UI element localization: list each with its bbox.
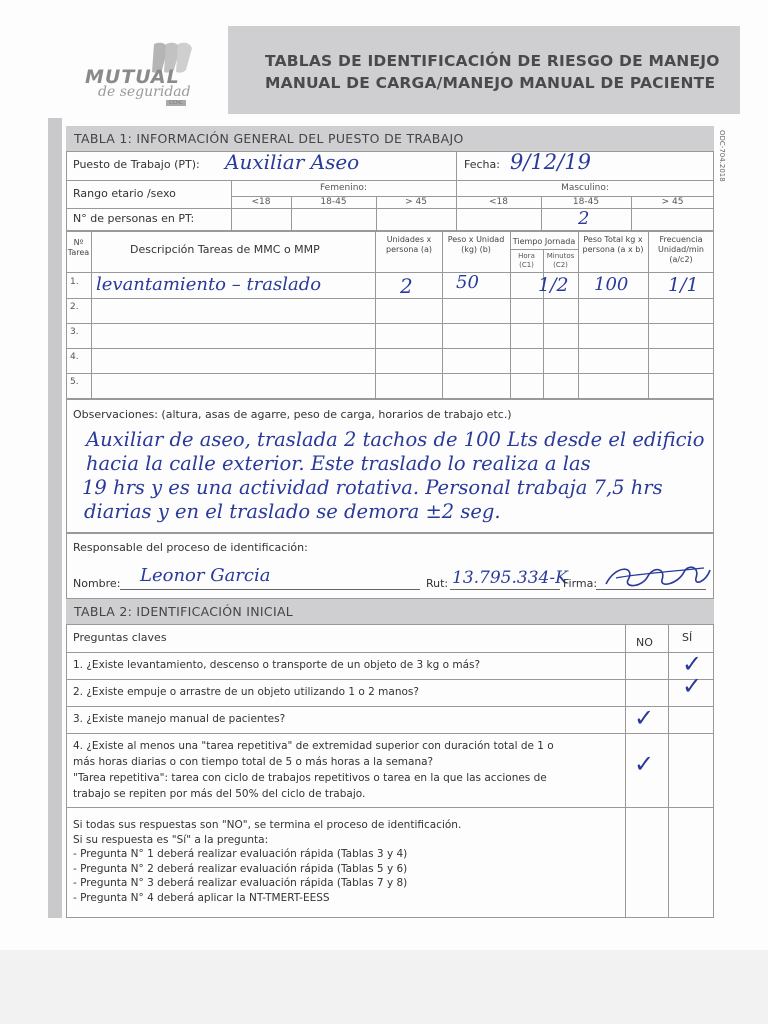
observaciones-line: Auxiliar de aseo, traslada 2 tachos de 100 Lts desde el edificio — [86, 428, 705, 451]
age-group: 18-45 — [320, 197, 347, 207]
nombre-label: Nombre: — [73, 577, 121, 590]
title-line-1: TABLAS DE IDENTIFICACIÓN DE RIESGO DE MANEJO — [265, 52, 720, 70]
task1-description: levantamiento – traslado — [96, 274, 322, 295]
question-2: 2. ¿Existe empuje o arrastre de un objeto utilizando 1 o 2 manos? — [73, 686, 419, 698]
preguntas-label: Preguntas claves — [73, 631, 167, 644]
col-hora-header: Hora (C1) — [518, 252, 535, 269]
age-group: > 45 — [661, 197, 684, 207]
no-column-header: NO — [636, 636, 653, 649]
observaciones-label: Observaciones: (altura, asas de agarre, peso de carga, horarios de trabajo etc.) — [73, 408, 512, 421]
q4-no-checkmark-icon: ✓ — [634, 750, 655, 778]
age-group: <18 — [489, 197, 508, 207]
question-4-line: trabajo se repiten por más del 50% del ciclo de trabajo. — [73, 788, 366, 800]
fecha-label: Fecha: — [464, 158, 500, 171]
question-3: 3. ¿Existe manejo manual de pacientes? — [73, 713, 286, 725]
task1-peso-total: 100 — [594, 274, 629, 295]
logo-wordmark: MUTUAL — [85, 66, 180, 88]
tabla2-header: TABLA 2: IDENTIFICACIÓN INICIAL — [66, 599, 714, 624]
question-4-line: más horas diarias o con tiempo total de 5 o más horas a la semana? — [73, 756, 434, 768]
si-column-header: SÍ — [682, 631, 693, 644]
document-title — [265, 50, 735, 94]
title-line-2: MANUAL DE CARGA/MANEJO MANUAL DE PACIENTE — [265, 74, 716, 92]
task1-peso: 50 — [456, 272, 479, 293]
personas-label: N° de personas en PT: — [73, 212, 195, 225]
question-4-line: 4. ¿Existe al menos una "tarea repetitiva" de extremidad superior con duración total de 1 o — [73, 740, 554, 752]
nombre-value: Leonor Garcia — [140, 565, 271, 586]
tabla1-header: TABLA 1: INFORMACIÓN GENERAL DEL PUESTO DE TRABAJO — [66, 126, 714, 151]
logo-tag: CChC — [166, 100, 186, 106]
scan-margin — [0, 950, 768, 1024]
instruction-line: Si todas sus respuestas son "NO", se termina el proceso de identificación. — [73, 819, 462, 831]
question-4 — [73, 738, 554, 802]
row-number: 1. — [70, 277, 79, 287]
responsable-label: Responsable del proceso de identificación: — [73, 541, 308, 554]
col-desc-header: Descripción Tareas de MMC o MMP — [130, 243, 320, 256]
instruction-line: - Pregunta N° 4 deberá aplicar la NT-TMERT-EESS — [73, 891, 330, 904]
row-number: 2. — [70, 302, 79, 312]
q2-si-checkmark-icon: ✓ — [682, 672, 703, 700]
col-unidades-header: Unidades x persona (a) — [385, 235, 432, 254]
personas-value: 2 — [578, 208, 590, 229]
rango-label: Rango etario /sexo — [73, 187, 176, 200]
fecha-value: 9/12/19 — [510, 150, 591, 174]
q3-no-checkmark-icon: ✓ — [634, 704, 655, 732]
observaciones-line: 19 hrs y es una actividad rotativa. Personal trabaja 7,5 hrs — [82, 476, 663, 499]
col-peso-total-header: Peso Total kg x persona (a x b) — [582, 235, 644, 254]
instructions — [73, 818, 461, 905]
instruction-line: - Pregunta N° 1 deberá realizar evaluación rápida (Tablas 3 y 4) — [73, 848, 408, 860]
question-4-line: "Tarea repetitiva": tarea con ciclo de trabajos repetitivos o tarea en la que las acciones de — [73, 772, 547, 784]
col-minutos-header: Minutos (C2) — [546, 252, 575, 269]
row-number: 4. — [70, 352, 79, 362]
document-code: ODC-704.2018 — [718, 130, 726, 182]
age-group: > 45 — [405, 197, 427, 207]
task1-tiempo: 1/2 — [538, 274, 569, 296]
instruction-line: - Pregunta N° 2 deberá realizar evaluación rápida (Tablas 5 y 6) — [73, 862, 408, 875]
puesto-value: Auxiliar Aseo — [225, 150, 360, 174]
femenino-label: Femenino: — [320, 183, 367, 193]
rut-value: 13.795.334-K — [452, 568, 568, 588]
logo-subtitle: de seguridad — [98, 84, 191, 100]
instruction-line: - Pregunta N° 3 deberá realizar evaluación rápida (Tablas 7 y 8) — [73, 877, 408, 889]
rut-label: Rut: — [426, 577, 449, 590]
task1-unidades: 2 — [400, 274, 413, 298]
row-number: 3. — [70, 327, 79, 337]
firma-label: Firma: — [563, 577, 598, 590]
age-group: <18 — [251, 197, 271, 207]
row-number: 5. — [70, 377, 79, 387]
col-frecuencia-header: Frecuencia Unidad/min (a/c2) — [658, 235, 704, 264]
question-1: 1. ¿Existe levantamiento, descenso o transporte de un objeto de 3 kg o más? — [73, 659, 481, 671]
observaciones-line: diarias y en el traslado se demora ±2 seg. — [84, 500, 501, 523]
signature-icon — [596, 560, 714, 596]
age-group: 18-45 — [572, 197, 600, 207]
observaciones-line: hacia la calle exterior. Este traslado lo realiza a las — [86, 452, 591, 475]
task1-frecuencia: 1/1 — [668, 274, 699, 296]
left-decorative-bar — [48, 118, 62, 918]
col-tiempo-header: Tiempo Jornada — [512, 237, 576, 246]
q1-si-checkmark-icon: ✓ — [682, 650, 703, 678]
col-peso-header: Peso x Unidad (kg) (b) — [447, 235, 505, 254]
instruction-line: Si su respuesta es "Sí" a la pregunta: — [73, 833, 269, 846]
puesto-label: Puesto de Trabajo (PT): — [73, 158, 200, 171]
masculino-label: Masculino: — [561, 183, 609, 193]
col-nro-header: Nº Tarea — [67, 238, 90, 257]
